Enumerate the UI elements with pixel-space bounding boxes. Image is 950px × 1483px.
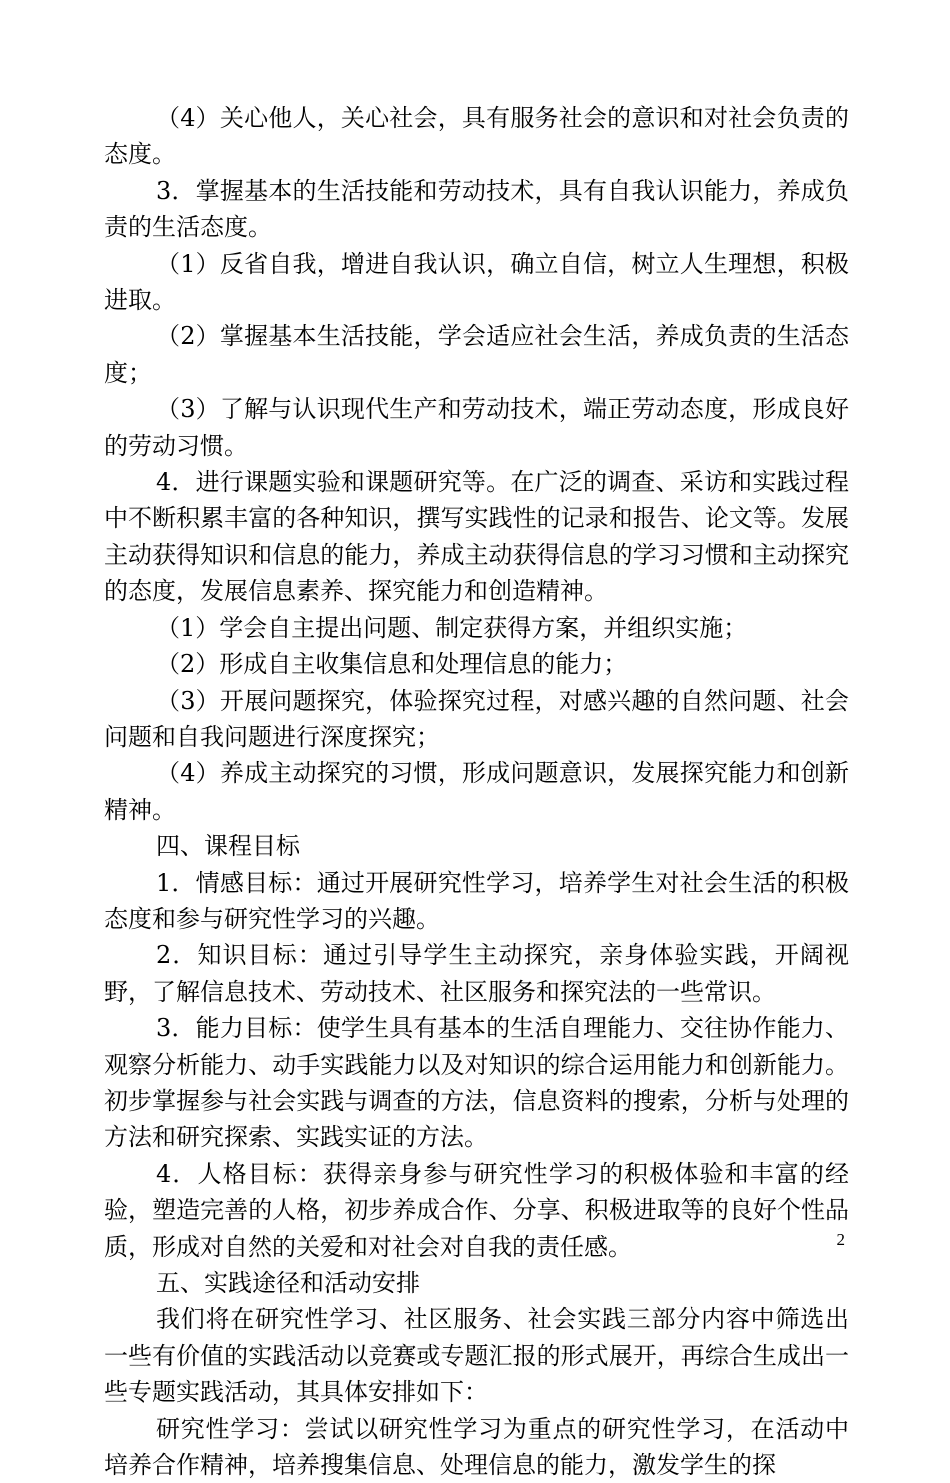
paragraph: （2）形成自主收集信息和处理信息的能力；	[156, 650, 628, 679]
paragraph: 研究性学习：尝试以研究性学习为重点的研究性学习，在活动中培养合作精神，培养搜集信息、处理信息的能力，激发学生的探	[104, 1414, 849, 1480]
paragraph: 4．人格目标：获得亲身参与研究性学习的积极体验和丰富的经验，塑造完善的人格，初步养成合作、分享、积极进取等的良好个性品质，形成对自然的关爱和对社会对自我的责任感。	[104, 1159, 849, 1261]
paragraph: 4．进行课题实验和课题研究等。在广泛的调查、采访和实践过程中不断积累丰富的各种知识，撰写实践性的记录和报告、论文等。发展主动获得知识和信息的能力，养成主动获得信息的学习习惯和主动探究的态度，发展信息素养、探究能力和创造精神。	[104, 468, 849, 606]
paragraph: 3．掌握基本的生活技能和劳动技术，具有自我认识能力，养成负责的生活态度。	[104, 176, 849, 242]
body-text	[104, 100, 849, 1483]
paragraph: 1．情感目标：通过开展研究性学习，培养学生对社会生活的积极态度和参与研究性学习的兴趣。	[104, 868, 849, 933]
paragraph: （2）掌握基本生活技能，学会适应社会生活，养成负责的生活态度；	[104, 322, 849, 387]
section-heading: 四、课程目标	[156, 832, 300, 861]
page-number: 2	[836, 1230, 845, 1249]
paragraph: 我们将在研究性学习、社区服务、社会实践三部分内容中筛选出一些有价值的实践活动以竞赛或专题汇报的形式展开，再综合生成出一些专题实践活动，其具体安排如下：	[104, 1305, 849, 1407]
paragraph: （1）反省自我，增进自我认识，确立自信，树立人生理想，积极进取。	[104, 249, 849, 315]
paragraph: （4）关心他人，关心社会，具有服务社会的意识和对社会负责的态度。	[104, 104, 849, 169]
paragraph: （3）开展问题探究，体验探究过程，对感兴趣的自然问题、社会问题和自我问题进行深度探究；	[104, 686, 849, 751]
paragraph: 2．知识目标：通过引导学生主动探究，亲身体验实践，开阔视野，了解信息技术、劳动技术、社区服务和探究法的一些常识。	[104, 941, 849, 1006]
section-heading: 五、实践途径和活动安排	[156, 1269, 420, 1297]
paragraph: 3．能力目标：使学生具有基本的生活自理能力、交往协作能力、观察分析能力、动手实践能力以及对知识的综合运用能力和创新能力。初步掌握参与社会实践与调查的方法，信息资料的搜索，分析与处理的方法和研究探索、实践实证的方法。	[104, 1014, 849, 1152]
paragraph: （1）学会自主提出问题、制定获得方案，并组织实施；	[156, 613, 748, 642]
paragraph: （4）养成主动探究的习惯，形成问题意识，发展探究能力和创新精神。	[104, 759, 849, 824]
paragraph: （3）了解与认识现代生产和劳动技术，端正劳动态度，形成良好的劳动习惯。	[104, 395, 849, 460]
